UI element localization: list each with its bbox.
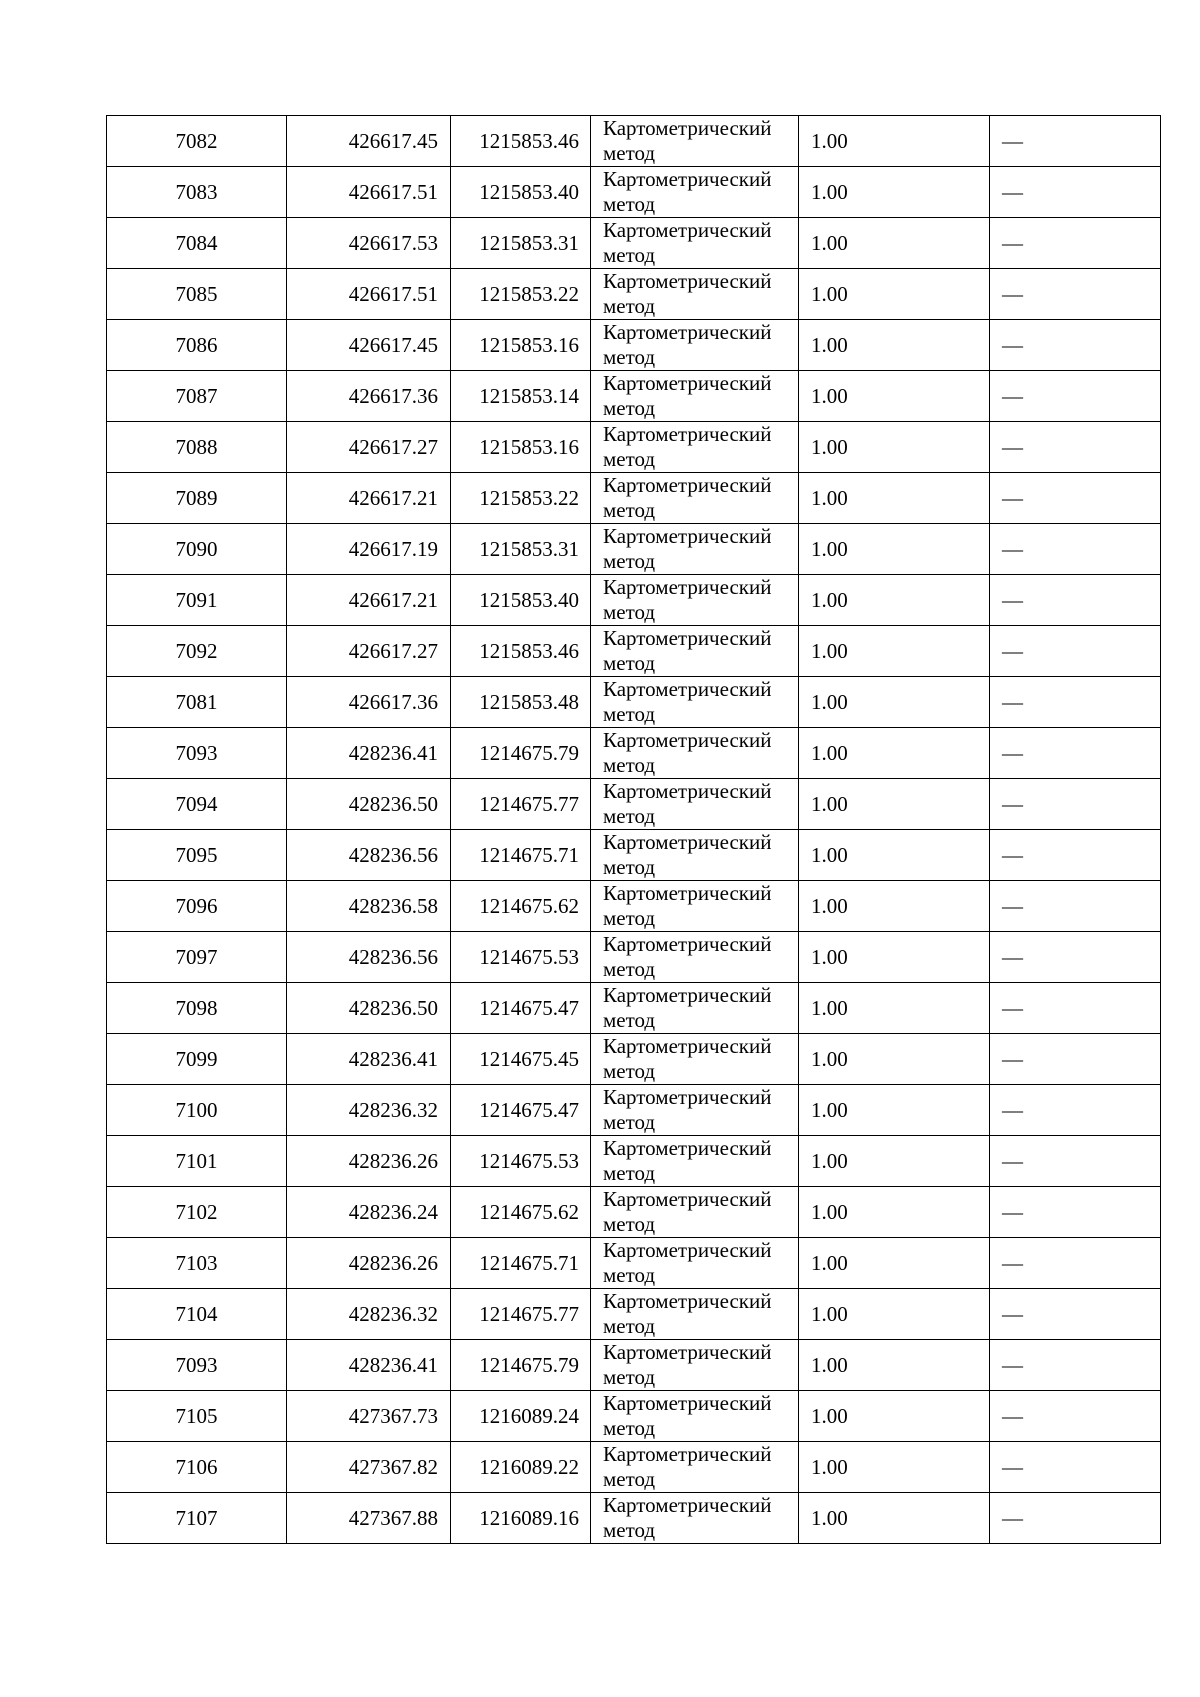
method-cell: Картометрический метод	[591, 1238, 799, 1289]
method-cell: Картометрический метод	[591, 779, 799, 830]
description-cell: —	[990, 1289, 1161, 1340]
point-number-cell: 7104	[107, 1289, 287, 1340]
x-coordinate-cell: 427367.82	[287, 1442, 451, 1493]
point-number-cell: 7087	[107, 371, 287, 422]
accuracy-cell: 1.00	[799, 1085, 990, 1136]
table-row	[107, 422, 1161, 473]
accuracy-cell: 1.00	[799, 371, 990, 422]
description-cell: —	[990, 932, 1161, 983]
y-coordinate-cell: 1214675.71	[451, 1238, 591, 1289]
point-number-cell: 7106	[107, 1442, 287, 1493]
x-coordinate-cell: 426617.36	[287, 677, 451, 728]
description-cell: —	[990, 779, 1161, 830]
table-row	[107, 1493, 1161, 1544]
method-cell: Картометрический метод	[591, 677, 799, 728]
method-cell: Картометрический метод	[591, 1442, 799, 1493]
method-cell: Картометрический метод	[591, 167, 799, 218]
accuracy-cell: 1.00	[799, 1442, 990, 1493]
point-number-cell: 7088	[107, 422, 287, 473]
y-coordinate-cell: 1215853.46	[451, 116, 591, 167]
accuracy-cell: 1.00	[799, 1187, 990, 1238]
accuracy-cell: 1.00	[799, 422, 990, 473]
x-coordinate-cell: 428236.24	[287, 1187, 451, 1238]
description-cell: —	[990, 473, 1161, 524]
description-cell: —	[990, 677, 1161, 728]
x-coordinate-cell: 426617.21	[287, 473, 451, 524]
method-cell: Картометрический метод	[591, 1340, 799, 1391]
method-cell: Картометрический метод	[591, 320, 799, 371]
y-coordinate-cell: 1215853.16	[451, 320, 591, 371]
accuracy-cell: 1.00	[799, 881, 990, 932]
x-coordinate-cell: 428236.26	[287, 1238, 451, 1289]
method-cell: Картометрический метод	[591, 371, 799, 422]
y-coordinate-cell: 1215853.40	[451, 167, 591, 218]
method-cell: Картометрический метод	[591, 1289, 799, 1340]
method-cell: Картометрический метод	[591, 1391, 799, 1442]
y-coordinate-cell: 1214675.79	[451, 1340, 591, 1391]
accuracy-cell: 1.00	[799, 320, 990, 371]
method-cell: Картометрический метод	[591, 1136, 799, 1187]
table-row	[107, 1136, 1161, 1187]
point-number-cell: 7107	[107, 1493, 287, 1544]
accuracy-cell: 1.00	[799, 1136, 990, 1187]
description-cell: —	[990, 1187, 1161, 1238]
y-coordinate-cell: 1214675.62	[451, 1187, 591, 1238]
accuracy-cell: 1.00	[799, 1493, 990, 1544]
description-cell: —	[990, 320, 1161, 371]
y-coordinate-cell: 1215853.31	[451, 524, 591, 575]
y-coordinate-cell: 1215853.48	[451, 677, 591, 728]
point-number-cell: 7084	[107, 218, 287, 269]
table-row	[107, 320, 1161, 371]
description-cell: —	[990, 1136, 1161, 1187]
table-row	[107, 1034, 1161, 1085]
table-row	[107, 116, 1161, 167]
method-cell: Картометрический метод	[591, 881, 799, 932]
table-row	[107, 269, 1161, 320]
method-cell: Картометрический метод	[591, 983, 799, 1034]
x-coordinate-cell: 428236.41	[287, 728, 451, 779]
table-row	[107, 524, 1161, 575]
accuracy-cell: 1.00	[799, 1391, 990, 1442]
table-row	[107, 779, 1161, 830]
table-row	[107, 830, 1161, 881]
x-coordinate-cell: 428236.58	[287, 881, 451, 932]
accuracy-cell: 1.00	[799, 1340, 990, 1391]
point-number-cell: 7082	[107, 116, 287, 167]
y-coordinate-cell: 1215853.31	[451, 218, 591, 269]
point-number-cell: 7102	[107, 1187, 287, 1238]
x-coordinate-cell: 426617.45	[287, 116, 451, 167]
accuracy-cell: 1.00	[799, 677, 990, 728]
method-cell: Картометрический метод	[591, 116, 799, 167]
point-number-cell: 7089	[107, 473, 287, 524]
point-number-cell: 7105	[107, 1391, 287, 1442]
y-coordinate-cell: 1214675.71	[451, 830, 591, 881]
accuracy-cell: 1.00	[799, 830, 990, 881]
y-coordinate-cell: 1215853.22	[451, 269, 591, 320]
method-cell: Картометрический метод	[591, 269, 799, 320]
description-cell: —	[990, 1442, 1161, 1493]
y-coordinate-cell: 1216089.16	[451, 1493, 591, 1544]
accuracy-cell: 1.00	[799, 1289, 990, 1340]
accuracy-cell: 1.00	[799, 524, 990, 575]
x-coordinate-cell: 426617.19	[287, 524, 451, 575]
table-row	[107, 575, 1161, 626]
point-number-cell: 7101	[107, 1136, 287, 1187]
x-coordinate-cell: 426617.53	[287, 218, 451, 269]
point-number-cell: 7100	[107, 1085, 287, 1136]
point-number-cell: 7094	[107, 779, 287, 830]
x-coordinate-cell: 426617.27	[287, 422, 451, 473]
method-cell: Картометрический метод	[591, 1085, 799, 1136]
table-row	[107, 1187, 1161, 1238]
y-coordinate-cell: 1215853.22	[451, 473, 591, 524]
method-cell: Картометрический метод	[591, 932, 799, 983]
description-cell: —	[990, 218, 1161, 269]
point-number-cell: 7081	[107, 677, 287, 728]
point-number-cell: 7095	[107, 830, 287, 881]
accuracy-cell: 1.00	[799, 575, 990, 626]
x-coordinate-cell: 428236.50	[287, 779, 451, 830]
method-cell: Картометрический метод	[591, 830, 799, 881]
y-coordinate-cell: 1216089.22	[451, 1442, 591, 1493]
description-cell: —	[990, 422, 1161, 473]
x-coordinate-cell: 428236.26	[287, 1136, 451, 1187]
table-row	[107, 881, 1161, 932]
point-number-cell: 7090	[107, 524, 287, 575]
method-cell: Картометрический метод	[591, 1493, 799, 1544]
description-cell: —	[990, 830, 1161, 881]
description-cell: —	[990, 1034, 1161, 1085]
point-number-cell: 7092	[107, 626, 287, 677]
point-number-cell: 7096	[107, 881, 287, 932]
table-row	[107, 1442, 1161, 1493]
method-cell: Картометрический метод	[591, 575, 799, 626]
x-coordinate-cell: 426617.45	[287, 320, 451, 371]
description-cell: —	[990, 983, 1161, 1034]
point-number-cell: 7086	[107, 320, 287, 371]
description-cell: —	[990, 626, 1161, 677]
table-row	[107, 218, 1161, 269]
coordinates-table-body	[107, 116, 1161, 1544]
y-coordinate-cell: 1216089.24	[451, 1391, 591, 1442]
point-number-cell: 7103	[107, 1238, 287, 1289]
point-number-cell: 7083	[107, 167, 287, 218]
description-cell: —	[990, 524, 1161, 575]
y-coordinate-cell: 1214675.45	[451, 1034, 591, 1085]
coordinates-table	[106, 115, 1161, 1544]
accuracy-cell: 1.00	[799, 626, 990, 677]
x-coordinate-cell: 428236.32	[287, 1289, 451, 1340]
table-row	[107, 983, 1161, 1034]
accuracy-cell: 1.00	[799, 1034, 990, 1085]
point-number-cell: 7085	[107, 269, 287, 320]
description-cell: —	[990, 1340, 1161, 1391]
table-row	[107, 1238, 1161, 1289]
description-cell: —	[990, 167, 1161, 218]
x-coordinate-cell: 426617.21	[287, 575, 451, 626]
description-cell: —	[990, 881, 1161, 932]
y-coordinate-cell: 1214675.47	[451, 983, 591, 1034]
y-coordinate-cell: 1215853.46	[451, 626, 591, 677]
accuracy-cell: 1.00	[799, 983, 990, 1034]
point-number-cell: 7091	[107, 575, 287, 626]
description-cell: —	[990, 575, 1161, 626]
accuracy-cell: 1.00	[799, 779, 990, 830]
table-row	[107, 932, 1161, 983]
y-coordinate-cell: 1214675.77	[451, 779, 591, 830]
accuracy-cell: 1.00	[799, 167, 990, 218]
table-row	[107, 1340, 1161, 1391]
y-coordinate-cell: 1214675.47	[451, 1085, 591, 1136]
table-row	[107, 167, 1161, 218]
description-cell: —	[990, 116, 1161, 167]
x-coordinate-cell: 427367.73	[287, 1391, 451, 1442]
x-coordinate-cell: 426617.51	[287, 269, 451, 320]
point-number-cell: 7099	[107, 1034, 287, 1085]
y-coordinate-cell: 1215853.14	[451, 371, 591, 422]
x-coordinate-cell: 427367.88	[287, 1493, 451, 1544]
y-coordinate-cell: 1215853.40	[451, 575, 591, 626]
x-coordinate-cell: 428236.56	[287, 932, 451, 983]
accuracy-cell: 1.00	[799, 218, 990, 269]
method-cell: Картометрический метод	[591, 218, 799, 269]
description-cell: —	[990, 1493, 1161, 1544]
table-row	[107, 728, 1161, 779]
method-cell: Картометрический метод	[591, 728, 799, 779]
method-cell: Картометрический метод	[591, 473, 799, 524]
y-coordinate-cell: 1214675.79	[451, 728, 591, 779]
description-cell: —	[990, 1391, 1161, 1442]
x-coordinate-cell: 428236.32	[287, 1085, 451, 1136]
x-coordinate-cell: 426617.51	[287, 167, 451, 218]
description-cell: —	[990, 1238, 1161, 1289]
method-cell: Картометрический метод	[591, 1034, 799, 1085]
x-coordinate-cell: 428236.50	[287, 983, 451, 1034]
accuracy-cell: 1.00	[799, 116, 990, 167]
table-row	[107, 677, 1161, 728]
point-number-cell: 7093	[107, 1340, 287, 1391]
description-cell: —	[990, 371, 1161, 422]
table-row	[107, 626, 1161, 677]
x-coordinate-cell: 428236.41	[287, 1340, 451, 1391]
table-row	[107, 1289, 1161, 1340]
accuracy-cell: 1.00	[799, 473, 990, 524]
accuracy-cell: 1.00	[799, 728, 990, 779]
description-cell: —	[990, 1085, 1161, 1136]
point-number-cell: 7093	[107, 728, 287, 779]
table-row	[107, 1085, 1161, 1136]
x-coordinate-cell: 426617.36	[287, 371, 451, 422]
method-cell: Картометрический метод	[591, 1187, 799, 1238]
table-row	[107, 371, 1161, 422]
y-coordinate-cell: 1214675.62	[451, 881, 591, 932]
method-cell: Картометрический метод	[591, 524, 799, 575]
method-cell: Картометрический метод	[591, 626, 799, 677]
table-row	[107, 473, 1161, 524]
x-coordinate-cell: 428236.41	[287, 1034, 451, 1085]
description-cell: —	[990, 269, 1161, 320]
accuracy-cell: 1.00	[799, 1238, 990, 1289]
point-number-cell: 7097	[107, 932, 287, 983]
accuracy-cell: 1.00	[799, 269, 990, 320]
method-cell: Картометрический метод	[591, 422, 799, 473]
x-coordinate-cell: 428236.56	[287, 830, 451, 881]
description-cell: —	[990, 728, 1161, 779]
x-coordinate-cell: 426617.27	[287, 626, 451, 677]
y-coordinate-cell: 1214675.53	[451, 1136, 591, 1187]
accuracy-cell: 1.00	[799, 932, 990, 983]
y-coordinate-cell: 1214675.53	[451, 932, 591, 983]
point-number-cell: 7098	[107, 983, 287, 1034]
y-coordinate-cell: 1214675.77	[451, 1289, 591, 1340]
y-coordinate-cell: 1215853.16	[451, 422, 591, 473]
table-row	[107, 1391, 1161, 1442]
